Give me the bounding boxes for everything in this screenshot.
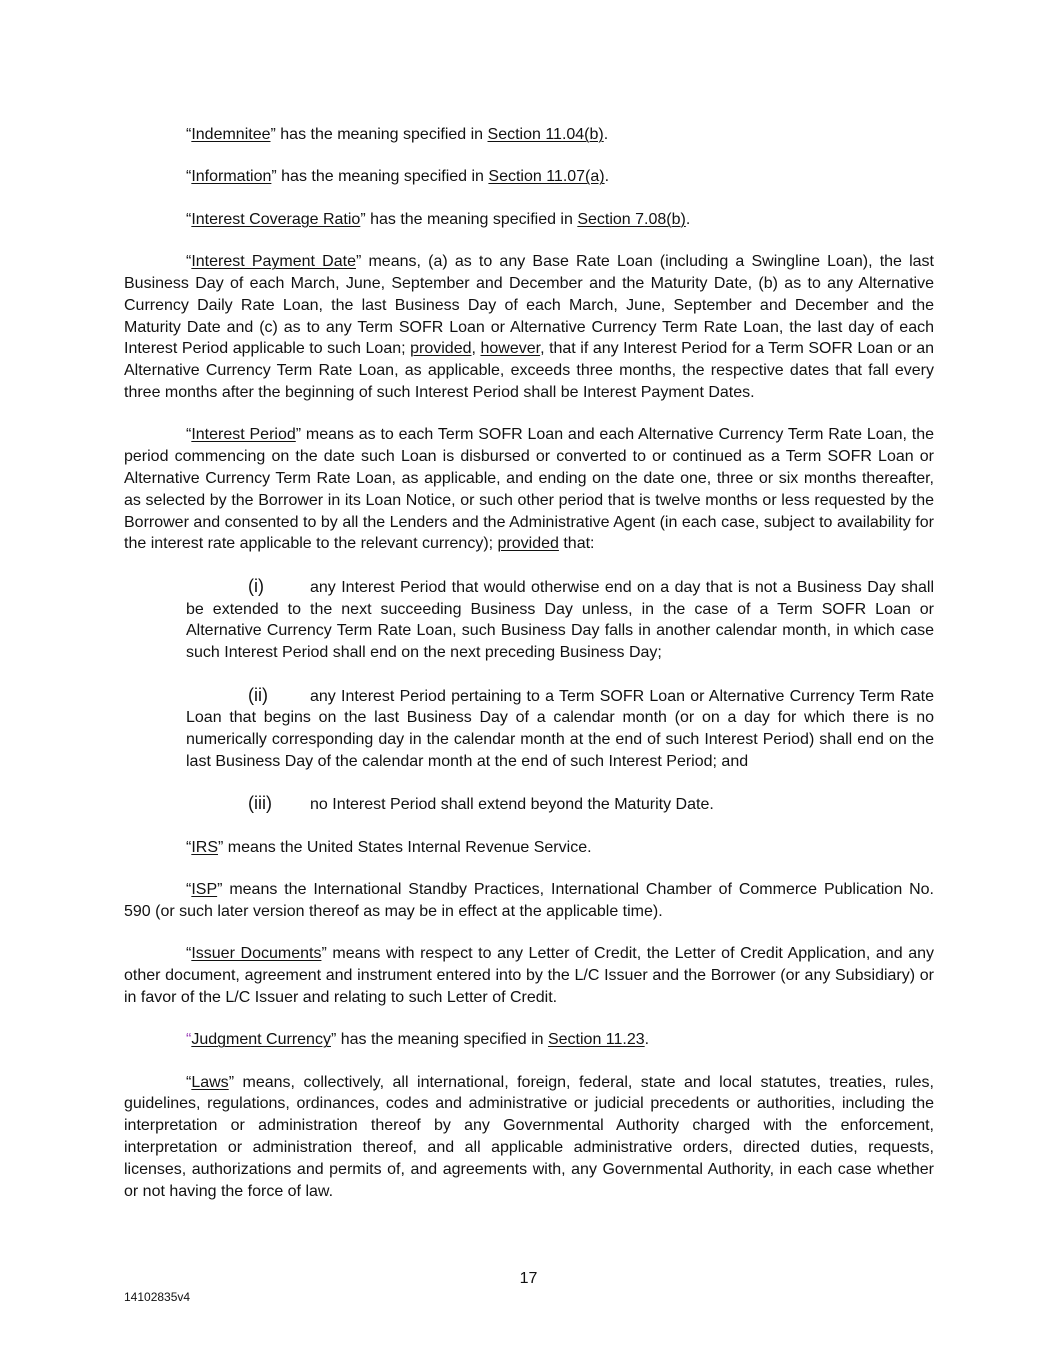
list-item-number: (i) [248, 575, 264, 596]
open-quote: “ [186, 253, 192, 271]
definition-judgment-currency [124, 1029, 934, 1051]
defined-term: Judgment Currency [191, 1031, 331, 1049]
close-quote: ” [330, 1031, 337, 1049]
close-quote: ” [228, 1073, 235, 1091]
defined-term: Information [191, 168, 272, 186]
definition-text: means the United States Internal Revenue Service. [223, 838, 592, 856]
definition-indemnitee [124, 124, 934, 146]
section-reference: Section 11.07(a) [488, 168, 605, 186]
close-quote: ” [295, 426, 302, 444]
open-quote: “ [186, 126, 192, 143]
period: . [644, 1031, 650, 1049]
definition-information [124, 166, 934, 188]
list-item-text: any Interest Period pertaining to a Term SOFR Loan or Alternative Currency Term Rate Loan that begins on the last Business Day of a calendar month (or on a day for which there is no numerically corresponding day in the calendar month at the end of such Interest Period) shall end on the last Business Day of the calendar month at the end of such Interest Period; and [186, 687, 934, 770]
period: . [604, 168, 610, 186]
definition-text: has the meaning specified in [336, 1031, 548, 1049]
list-item-text: any Interest Period that would otherwise end on a day that is not a Business Day shall be extended to the next succeeding Business Day unless, in the case of a Term SOFR Loan or Alternative Currency Term Rate Loan, such Business Day falls in another calendar month, in which case such Interest Period shall end on the next preceding Business Day; [186, 578, 934, 662]
close-quote: ” [355, 253, 362, 271]
open-quote: “ [186, 881, 192, 899]
definition-laws [124, 1072, 934, 1203]
list-item [186, 576, 934, 664]
close-quote: ” [217, 881, 223, 899]
defined-term: Indemnitee [191, 126, 271, 143]
definition-text: has the meaning specified in [365, 210, 578, 228]
definition-text: means, collectively, all international, foreign, federal, state and local statutes, treaties, rules, guidelines, regulations, ordinances, codes and administrative or judicial precedents or authorities, including the interpretation or administration thereof by any Governmental Authority charged with the enforcement, interpretation or administration thereof, and all applicable administrative orders, directed duties, requests, licenses, authorizations and permits of, and agreements with, any Governmental Authority, in each case whether or not having the force of law. [124, 1073, 934, 1200]
definition-text: has the meaning specified in [275, 126, 488, 143]
defined-term: Interest Payment Date [191, 253, 356, 271]
definition-text: means the International Standby Practices, International Chamber of Commerce Publication No. 590 (or such later version thereof as may be in effect at the applicable time). [124, 881, 934, 920]
open-quote: “ [186, 210, 192, 228]
definition-end: that: [558, 535, 595, 553]
defined-term: Interest Period [191, 426, 296, 444]
open-quote: “ [186, 1031, 192, 1049]
comma: , [471, 340, 481, 358]
period: . [685, 210, 691, 228]
open-quote: “ [186, 945, 192, 963]
definition-isp [124, 879, 934, 923]
definition-text-continued: , that if any Interest Period for a Term SOFR Loan or an Alternative Currency Term Rate Loan, as applicable, exceeds three months, the respective dates that fall every three months after the beginning of such Interest Period shall be Interest Payment Dates. [124, 340, 935, 401]
open-quote: “ [186, 168, 192, 186]
close-quote: ” [218, 838, 224, 856]
page-number: 17 [519, 1270, 538, 1287]
defined-term: IRS [191, 838, 218, 856]
document-id: 14102835v4 [124, 1290, 191, 1304]
provided-word: provided [410, 340, 472, 358]
definition-text: means as to each Term SOFR Loan and each Alternative Currency Term Rate Loan, the period commencing on the date such Loan is disbursed or converted to or continued as a Term SOFR Loan or Alternative Currency Term Rate Loan, as applicable, and ending on the date one, three or six months thereafter, as selected by the Borrower in its Loan Notice, or such other period that is twelve months or less requested by the Borrower and consented to by all the Lenders and the Administrative Agent (in each case, subject to availability for the interest rate applicable to the relevant currency); [124, 426, 935, 553]
period: . [603, 126, 609, 143]
close-quote: ” [271, 168, 277, 186]
list-item-number: (iii) [248, 793, 272, 814]
list-item [186, 793, 934, 816]
close-quote: ” [270, 126, 276, 143]
defined-term: Interest Coverage Ratio [191, 210, 361, 228]
definition-text: has the meaning specified in [276, 168, 489, 186]
definition-irs [124, 837, 934, 859]
definition-interest-payment-date [124, 251, 934, 404]
open-quote: “ [186, 426, 192, 444]
defined-term: ISP [191, 881, 218, 899]
section-reference: Section 7.08(b) [577, 210, 686, 228]
definition-issuer-documents [124, 943, 934, 1008]
section-reference: Section 11.23 [547, 1031, 645, 1049]
list-item-number: (ii) [248, 684, 268, 705]
section-reference: Section 11.04(b) [487, 126, 604, 143]
however-word: however [480, 340, 541, 358]
definition-interest-period [124, 424, 934, 555]
defined-term: Issuer Documents [191, 945, 322, 963]
list-item-text: no Interest Period shall extend beyond the Maturity Date. [310, 796, 714, 814]
definition-interest-coverage-ratio [124, 209, 934, 231]
provided-word: provided [497, 535, 559, 553]
definition-text: means with respect to any Letter of Credit, the Letter of Credit Application, and any other document, agreement and instrument entered into by the L/C Issuer and the Borrower (or any Subsidiary) or in favor of the L/C Issuer and relating to such Letter of Credit. [124, 945, 934, 1006]
open-quote: “ [186, 1073, 192, 1091]
definition-text: means, (a) as to any Base Rate Loan (including a Swingline Loan), the last Business Day of each March, June, September and December and the Maturity Date, (b) as to any Alternative Currency Daily Rate Loan, the last Business Day of each March, June, September and December and the Maturity Date and (c) as to any Term SOFR Loan or Alternative Currency Term Rate Loan, the last day of each Interest Period applicable to such Loan; [124, 253, 934, 358]
document-body [124, 124, 934, 1223]
close-quote: ” [321, 945, 327, 963]
close-quote: ” [360, 210, 366, 228]
defined-term: Laws [191, 1073, 229, 1091]
list-item [186, 685, 934, 773]
open-quote: “ [186, 838, 192, 856]
